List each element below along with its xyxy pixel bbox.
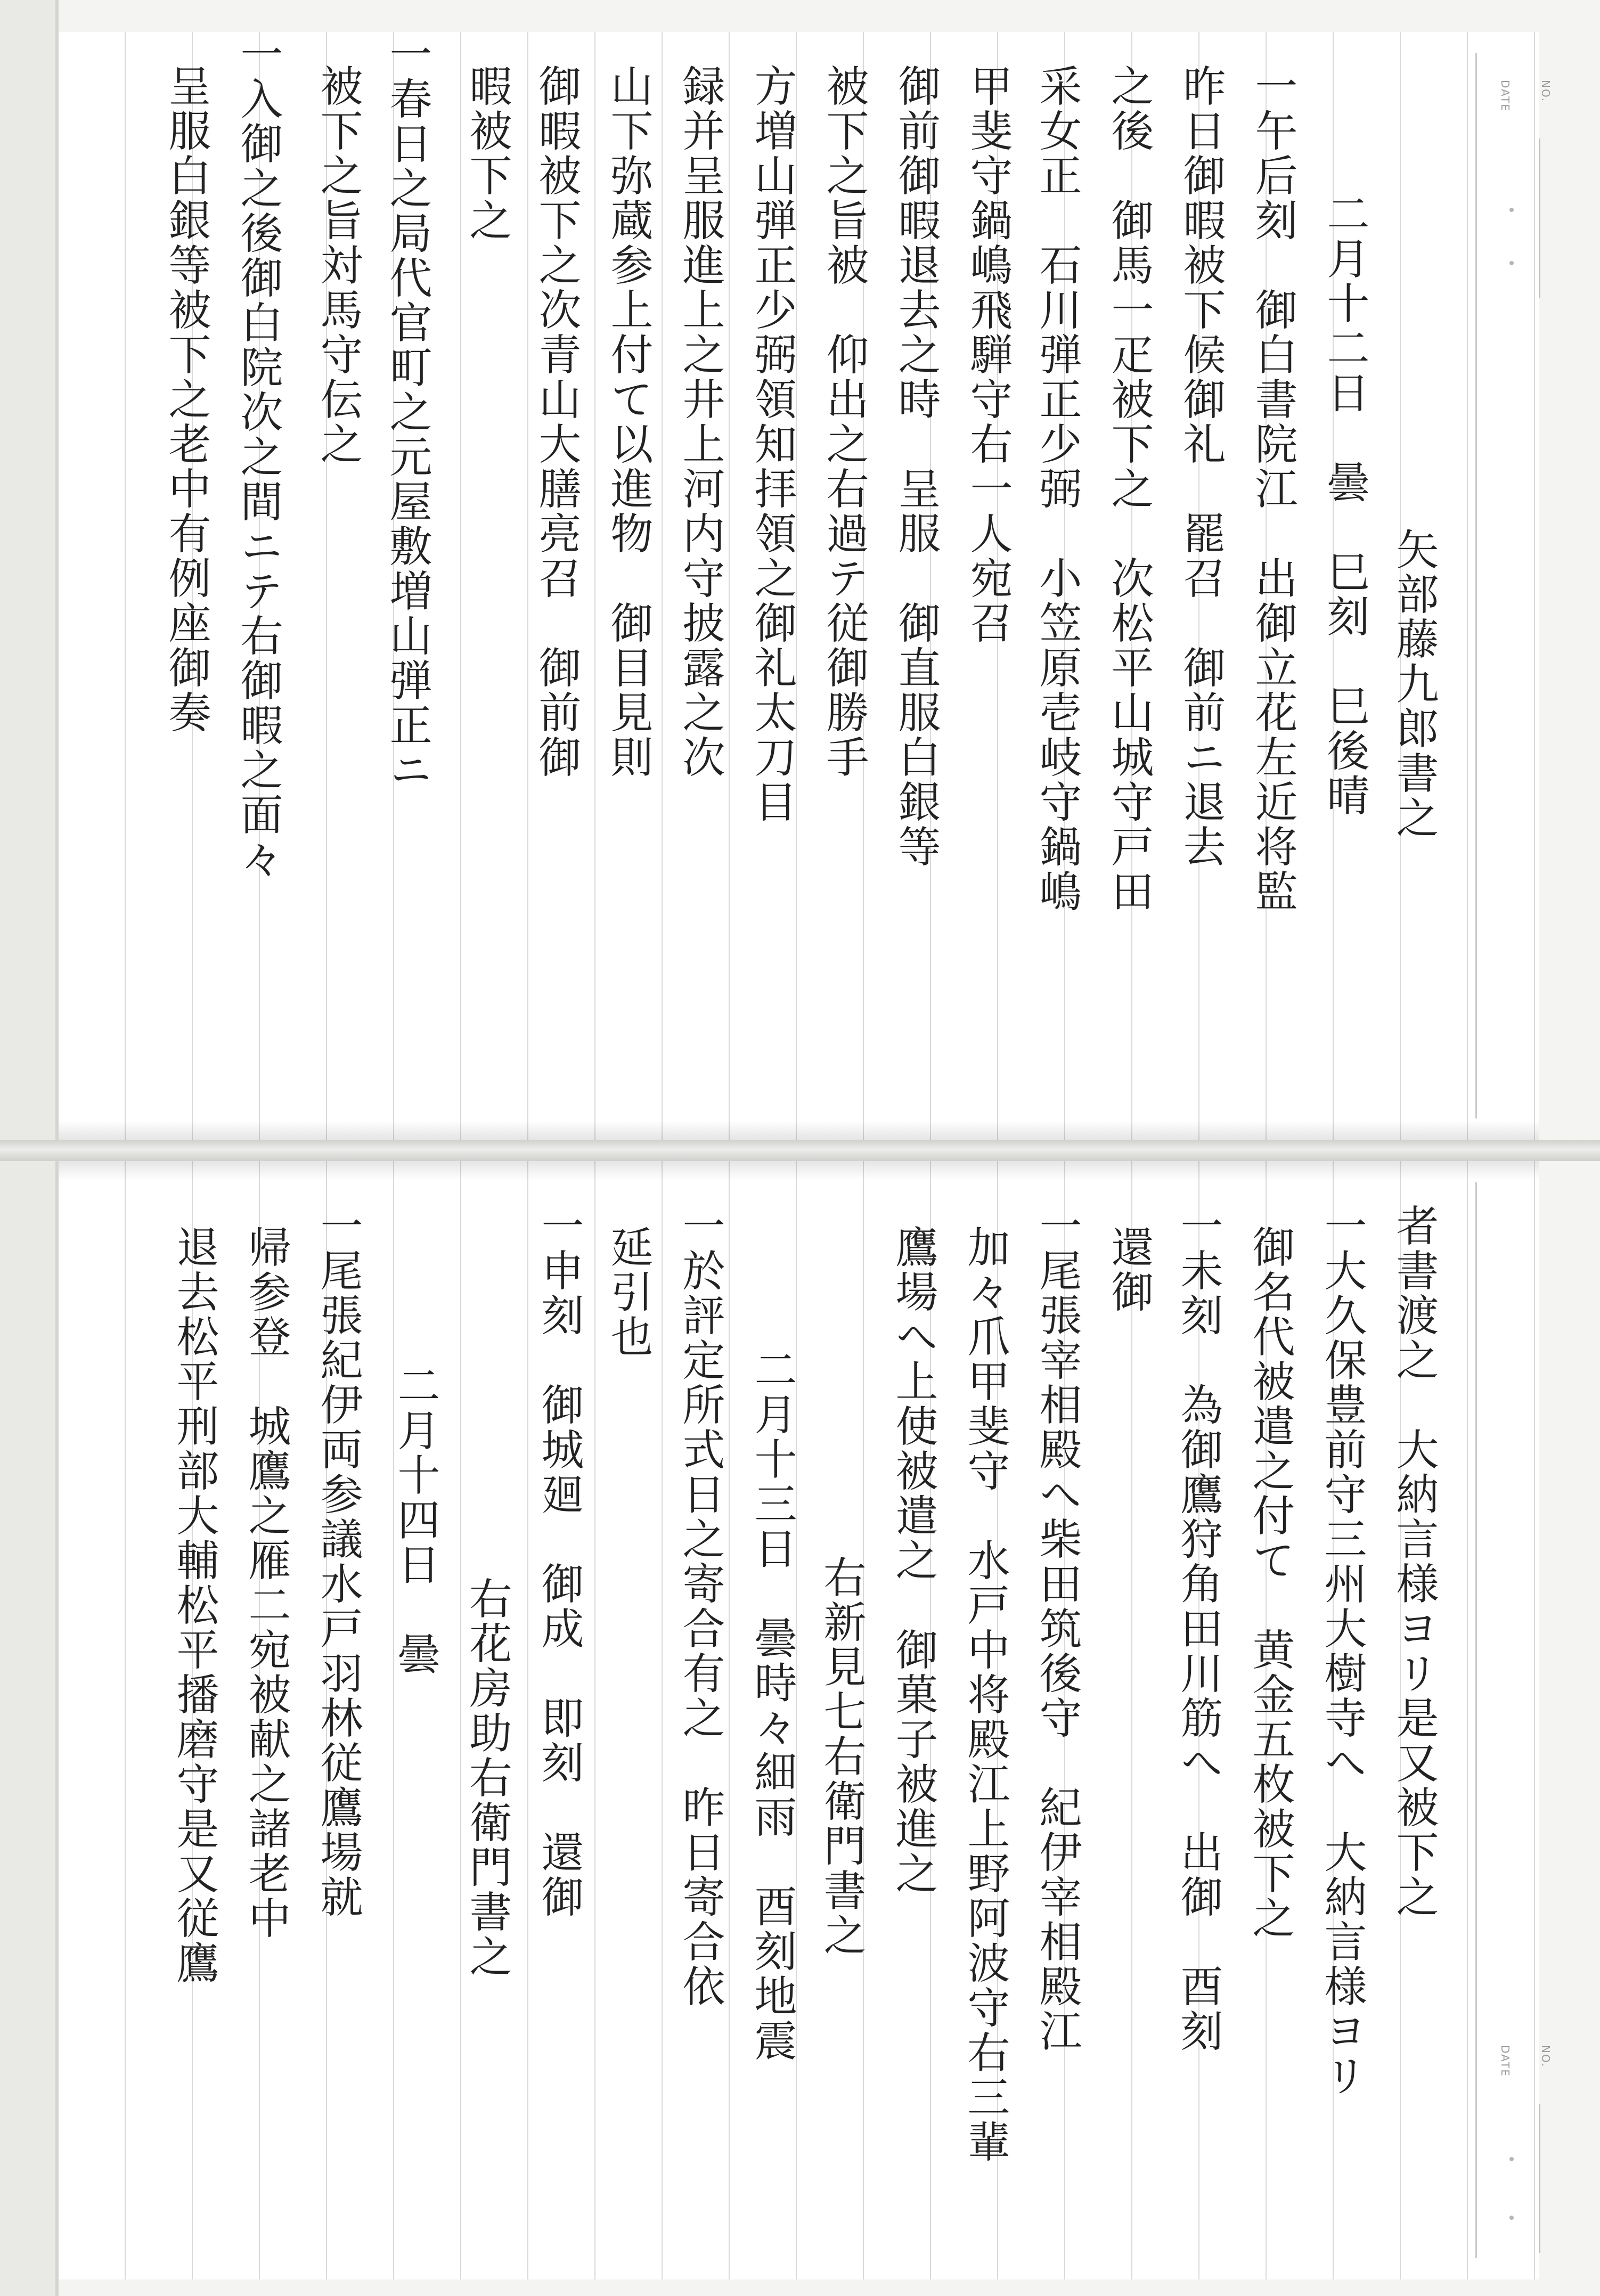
margin-rule [1475,53,1477,1118]
lower-notebook-page [59,1161,1552,2279]
text-column-signature: 右新見七右衛門書之 [817,1555,866,1958]
text-column: 鷹場へ上使被遣之 御菓子被進之 [888,1225,938,1896]
text-column: 一未刻 為御鷹狩角田川筋へ 出御 酉刻 [1173,1204,1223,2054]
no-underline [1539,2104,1540,2253]
page-fold-shadow [59,1161,1539,1180]
text-column: 采女正 石川弾正少弼 小笠原壱岐守鍋嶋 [1032,64,1082,914]
text-column: 被下之旨被 仰出之右過テ従御勝手 [819,64,869,780]
text-column-signature: 右花房助右衛門書之 [462,1576,512,1979]
text-column: 方増山弾正少弼領知拝領之御礼太刀目 [747,64,797,824]
text-column: 呈服白銀等被下之老中有例座御奏 [161,64,211,735]
text-column: 暇被下之 [462,64,512,243]
text-column: 一尾張宰相殿へ柴田筑後守 紀伊宰相殿江 [1032,1204,1082,2054]
text-column: 延引也 [603,1225,653,1359]
date-dot [1509,261,1514,265]
text-column: 一午后刻 御白書院江 出御立花左近将監 [1248,64,1297,914]
text-column: 帰参登 城鷹之雁二宛被献之諸老中 [241,1225,291,1941]
text-column: 一春日之局代官町之元屋敷増山弾正ニ [382,32,432,792]
text-column: 一於評定所式日之寄合有之 昨日寄合依 [675,1204,725,2009]
text-column: 加々爪甲斐守 水戸中将殿江上野阿波守右三輩 [960,1225,1010,2164]
date-dot [1509,208,1514,212]
text-column: 昨日御暇被下候御礼 罷召 御前ニ退去 [1176,64,1226,869]
date-dot [1509,2216,1514,2220]
text-column: 一入御之後御白院次之間ニテ右御暇之面々 [233,32,283,882]
notebook-binding [0,1140,1600,1161]
margin-rule [1475,1182,1477,2258]
text-column: 一尾張紀伊両参議水戸羽林従鷹場就 [313,1204,363,1919]
no-label: NO. [1539,80,1552,103]
text-column: 者書渡之 大納言様ヨリ是又被下之 [1389,1204,1439,1919]
text-column: 山下弥蔵参上付て以進物 御目見則 [603,64,653,780]
upper-notebook-page [59,32,1552,1140]
text-column: 之後 御馬一疋被下之 次松平山城守戸田 [1104,64,1154,914]
date-label: DATE [1499,2045,1512,2078]
no-underline [1539,138,1540,298]
text-column: 還御 [1104,1225,1154,1314]
text-column: 御名代被遣之付て 黄金五枚被下之 [1245,1225,1295,1941]
text-column: 被下之旨対馬守伝之 [313,64,363,467]
text-column: 御前御暇退去之時 呈服 御直服白銀等 [891,64,941,869]
text-column: 一申刻 御城廻 御成 即刻 還御 [534,1204,584,1919]
no-label: NO. [1539,2045,1552,2068]
page-fold-shadow [59,1121,1539,1140]
text-column-date: 二月十二日 曇 巳刻 巳後晴 [1320,192,1369,818]
text-column-date: 二月十三日 曇時々細雨 酉刻地震 [747,1347,797,2063]
date-dot [1509,2157,1514,2161]
text-column-signature: 矢部藤九郎書之 [1389,527,1439,840]
text-column: 一大久保豊前守三州大樹寺へ 大納言様ヨリ [1317,1204,1367,2098]
text-column: 退去松平刑部大輔松平播磨守是又従鷹 [169,1225,219,1985]
text-column: 御暇被下之次青山大膳亮召 御前御 [532,64,581,780]
date-label: DATE [1499,80,1512,112]
text-column: 甲斐守鍋嶋飛騨守右一人宛召 [963,64,1013,646]
text-column: 録并呈服進上之井上河内守披露之次 [675,64,725,780]
text-column-date: 二月十四日 曇 [390,1363,440,1677]
